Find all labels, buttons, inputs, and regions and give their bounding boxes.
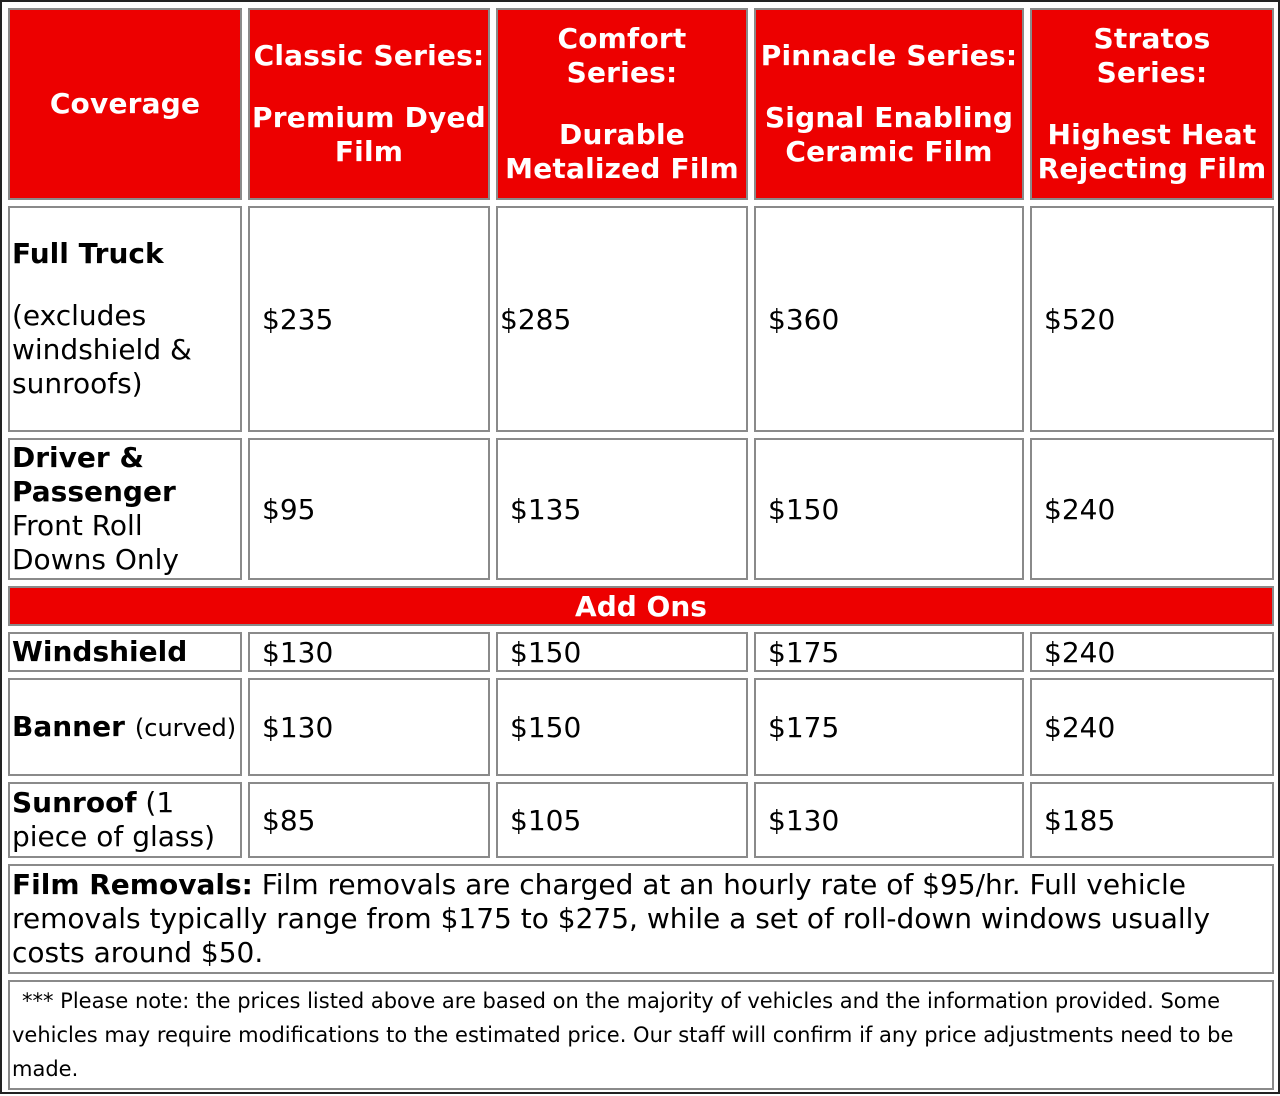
price-cell: $240 <box>1030 678 1274 776</box>
film-removals-text: Film removals are charged at an hourly rate of $95/hr. Full vehicle removals typically range from $175 to $275, while a set of roll-down windows usually costs around $50. <box>12 868 1211 969</box>
header-row <box>8 8 1274 200</box>
full-truck-note: (excludes windshield & sunroofs) <box>12 299 192 400</box>
pricing-table <box>2 2 1280 1096</box>
price-cell: $135 <box>496 438 748 580</box>
banner-note: (curved) <box>134 713 237 742</box>
price-cell: $235 <box>248 206 490 432</box>
sunroof-label: Sunroof (1 piece of glass) <box>8 782 242 858</box>
price-note-text: *** Please note: the prices listed above are based on the majority of vehicles and the information provided. Some vehicles may require modifications to the estimated price. Our staff will confirm if any price adjustments need to be made. <box>12 989 1234 1081</box>
full-truck-title: Full Truck <box>12 237 164 270</box>
price-note-cell <box>8 980 1274 1090</box>
price-cell: $175 <box>754 678 1024 776</box>
addons-header: Add Ons <box>8 586 1274 626</box>
price-cell: $520 <box>1030 206 1274 432</box>
windshield-row <box>8 632 1274 672</box>
price-cell: $360 <box>754 206 1024 432</box>
price-cell: $130 <box>248 632 490 672</box>
price-cell: $150 <box>754 438 1024 580</box>
driver-passenger-note: Front Roll Downs Only <box>12 509 179 576</box>
sunroof-row <box>8 782 1274 858</box>
classic-series-header: Classic Series: Premium Dyed Film <box>248 8 490 200</box>
driver-passenger-label <box>8 438 242 580</box>
price-cell: $240 <box>1030 632 1274 672</box>
price-cell: $95 <box>248 438 490 580</box>
removals-row <box>8 864 1274 974</box>
price-cell: $285 <box>496 206 748 432</box>
comfort-series-header: Comfort Series: Durable Metalized Film <box>496 8 748 200</box>
price-cell: $130 <box>248 678 490 776</box>
price-cell: $150 <box>496 678 748 776</box>
coverage-header: Coverage <box>8 8 242 200</box>
film-removals-cell <box>8 864 1274 974</box>
price-cell: $85 <box>248 782 490 858</box>
price-cell: $130 <box>754 782 1024 858</box>
film-removals-label: Film Removals: <box>12 868 253 901</box>
stratos-series-header: Stratos Series: Highest Heat Rejecting Film <box>1030 8 1274 200</box>
pinnacle-series-header: Pinnacle Series: Signal Enabling Ceramic Film <box>754 8 1024 200</box>
note-row <box>8 980 1274 1090</box>
price-cell: $175 <box>754 632 1024 672</box>
windshield-label: Windshield <box>8 632 242 672</box>
sunroof-note: (1 piece of glass) <box>12 786 215 853</box>
price-cell: $240 <box>1030 438 1274 580</box>
addons-row <box>8 586 1274 626</box>
full-truck-row <box>8 206 1274 432</box>
full-truck-label <box>8 206 242 432</box>
banner-row <box>8 678 1274 776</box>
price-cell: $105 <box>496 782 748 858</box>
banner-label: Banner (curved) <box>8 678 242 776</box>
driver-passenger-title: Driver & Passenger <box>12 441 176 508</box>
driver-passenger-row <box>8 438 1274 580</box>
price-cell: $150 <box>496 632 748 672</box>
price-cell: $185 <box>1030 782 1274 858</box>
